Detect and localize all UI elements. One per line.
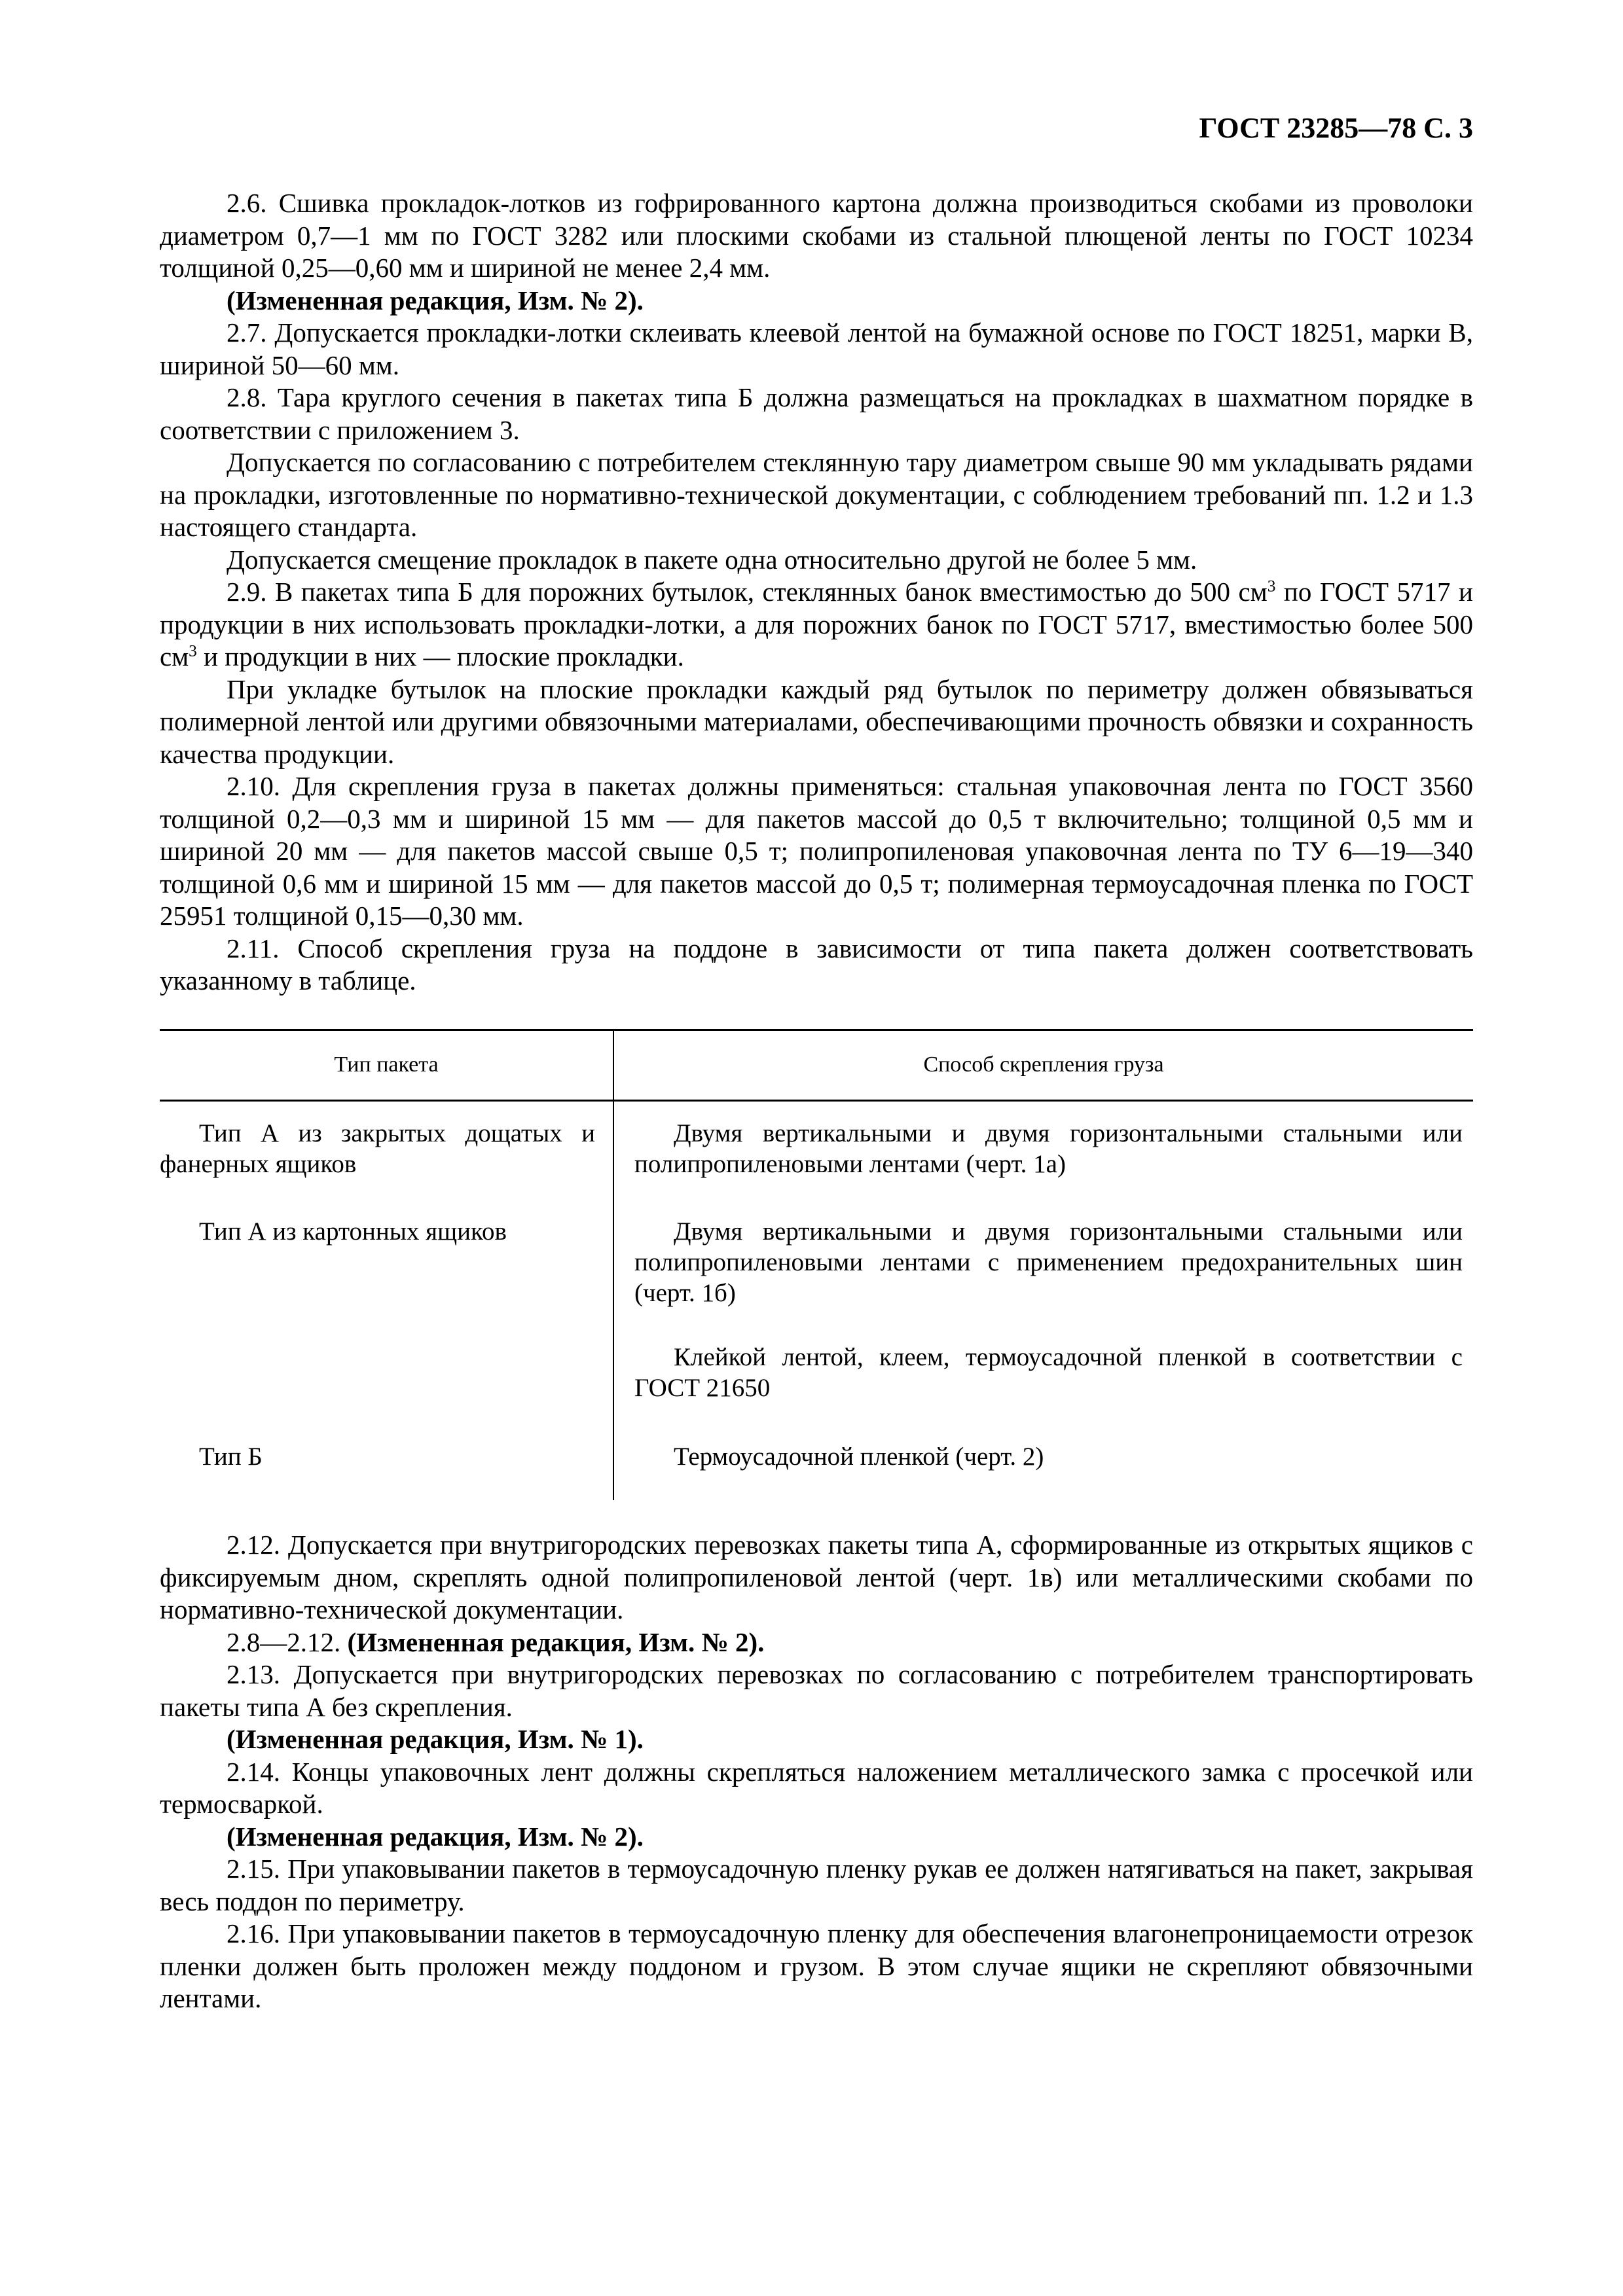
paragraph-2-10: 2.10. Для скрепления груза в пакетах должны применяться: стальная упаковочная лента по ГОСТ 3560 толщиной 0,2—0,3 мм и шириной 15 мм — для пакетов массой до 0,5 т включительно; толщиной 0,5 мм и шириной 20 мм — для пакетов массой свыше 0,5 т; полипропиленовая упаковочная лента по ТУ 6—19—340 толщиной 0,6 мм и шириной 15 мм — для пакетов массой до 0,5 т; полимерная термоусадочная пленка по ГОСТ 25951 толщиной 0,15—0,30 мм. (160, 771, 1473, 931)
paragraph-2-7: 2.7. Допускается прокладки-лотки склеивать клеевой лентой на бумажной основе по ГОСТ 18251, марки В, шириной 50—60 мм. (160, 317, 1473, 380)
table-cell-type: Тип А из картонных ящиков (199, 1217, 507, 1246)
table-cell-method: Термоусадочной пленкой (черт. 2) (674, 1443, 1044, 1471)
paragraph-2-14: 2.14. Концы упаковочных лент должны скрепляться наложением металлического замка с просечкой или термосваркой. (160, 1756, 1473, 1819)
table-cell-method: Клейкой лентой, клеем, термоусадочной пленкой в соответствии с ГОСТ 21650 (634, 1343, 1463, 1402)
paragraph-2-12: 2.12. Допускается при внутригородских перевозках пакеты типа А, сформированные из открытых ящиков с фиксируемым дном, скреплять одной полипропиленовой лентой (черт. 1в) или металлическими скобами по нормативно-технической документации. (160, 1530, 1473, 1624)
amendment-note: 2.8—2.12. (Измененная редакция, Изм. № 2). (227, 1626, 765, 1657)
paragraph-2-9: 2.9. В пакетах типа Б для порожних бутылок, стеклянных банок вместимостью до 500 $см^3$ по ГОСТ 5717 и продукции в них использовать прокладки-лотки, а для порожних банок по ГОСТ 5717, вместимостью более 500 $см^3$ и продукции в них — плоские прокладки. (160, 577, 1473, 672)
paragraph-2-6: 2.6. Сшивка прокладок-лотков из гофрированного картона должна производиться скобами из проволоки диаметром 0,7—1 мм по ГОСТ 3282 или плоскими скобами из стальной плющеной ленты по ГОСТ 10234 толщиной 0,25—0,60 мм и шириной не менее 2,4 мм. (160, 188, 1473, 283)
table-cell-method: Двумя вертикальными и двумя горизонтальными стальными или полипропиленовыми лентами (черт. 1а) (634, 1119, 1463, 1178)
paragraph-2-11: 2.11. Способ скрепления груза на поддоне в зависимости от типа пакета должен соответствовать указанному в таблице. (160, 933, 1473, 996)
amendment-note: (Измененная редакция, Изм. № 2). (227, 1821, 644, 1852)
paragraph-2-15: 2.15. При упаковывании пакетов в термоусадочную пленку рукав ее должен натягиваться на пакет, закрывая весь поддон по периметру. (160, 1854, 1473, 1916)
paragraph-2-13: 2.13. Допускается при внутригородских перевозках по согласованию с потребителем транспортировать пакеты типа А без скрепления. (160, 1659, 1473, 1722)
paragraph-2-9-note: При укладке бутылок на плоские прокладки каждый ряд бутылок по периметру должен обвязываться полимерной лентой или другими обвязочными материалами, обеспечивающими прочность обвязки и сохранность качества продукции. (160, 673, 1473, 769)
fastening-table (160, 1029, 1473, 1500)
table-header-type: Тип пакета (334, 1052, 439, 1077)
amendment-note: (Измененная редакция, Изм. № 1). (227, 1724, 644, 1754)
page-header: ГОСТ 23285—78 С. 3 (1199, 112, 1473, 144)
amendment-note: (Измененная редакция, Изм. № 2). (227, 285, 644, 315)
paragraph-2-8-offset: Допускается смещение прокладок в пакете одна относительно другой не более 5 мм. (227, 544, 1197, 575)
table-cell-type: Тип Б (199, 1443, 263, 1471)
table-cell-type: Тип А из закрытых дощатых и фанерных ящиков (160, 1119, 595, 1178)
paragraph-2-8: 2.8. Тара круглого сечения в пакетах типа Б должна размещаться на прокладках в шахматном порядке в соответствии с приложением 3. (160, 382, 1473, 445)
paragraph-2-16: 2.16. При упаковывании пакетов в термоусадочную пленку для обеспечения влагонепроницаемости отрезок пленки должен быть проложен между поддоном и грузом. В этом случае ящики не скрепляют обвязочными лентами. (160, 1918, 1473, 2013)
body-text-top (160, 187, 1473, 997)
paragraph-2-8-note: Допускается по согласованию с потребителем стеклянную тару диаметром свыше 90 мм укладывать рядами на прокладки, изготовленные по нормативно-технической документации, с соблюдением требований пп. 1.2 и 1.3 настоящего стандарта. (160, 447, 1473, 542)
table-header-method: Способ скрепления груза (923, 1052, 1164, 1077)
table-cell-method: Двумя вертикальными и двумя горизонтальными стальными или полипропиленовыми лентами с применением предохранительных шин (черт. 1б) (634, 1217, 1463, 1307)
body-text-bottom (160, 1529, 1473, 2015)
